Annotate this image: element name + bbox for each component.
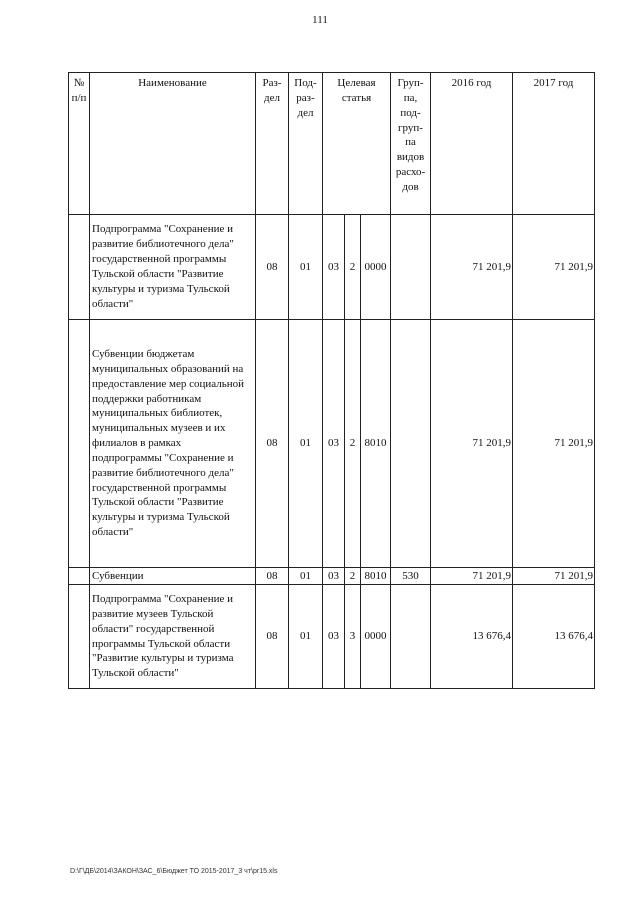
row-article-program: 03 (323, 585, 345, 689)
header-section: Раз-дел (256, 73, 289, 215)
row-no (69, 320, 90, 568)
row-group: 530 (391, 568, 431, 585)
row-2016: 71 201,9 (431, 568, 513, 585)
row-article-subprogram: 2 (345, 215, 361, 320)
row-section: 08 (256, 215, 289, 320)
row-no (69, 585, 90, 689)
table-row (69, 215, 595, 320)
row-2017: 71 201,9 (513, 568, 595, 585)
row-group (391, 320, 431, 568)
file-path-footer: D:\Г\ДБ\2014\ЗАКОН\ЗАС_6\Бюджет ТО 2015-2017_3 чт\pr15.xls (70, 868, 278, 875)
row-2016: 71 201,9 (431, 215, 513, 320)
table-row (69, 585, 595, 689)
row-2017: 13 676,4 (513, 585, 595, 689)
row-article-direction: 0000 (361, 215, 391, 320)
row-name: Субвенции бюджетам муниципальных образований на предоставление мер социальной поддержки работникам муниципальных библиотек, муниципальных музеев и их филиалов в рамках подпрограммы "Сохранение и развитие библиотечного дела" государственной программы Тульской области "Развитие культуры и туризма Тульской области" (90, 320, 256, 568)
row-article-subprogram: 3 (345, 585, 361, 689)
row-no (69, 568, 90, 585)
header-group: Груп-па, под-груп-па видов расхо-дов (391, 73, 431, 215)
row-subsection: 01 (289, 320, 323, 568)
header-2016: 2016 год (431, 73, 513, 215)
row-subsection: 01 (289, 568, 323, 585)
row-subsection: 01 (289, 215, 323, 320)
row-article-subprogram: 2 (345, 320, 361, 568)
header-target-article: Целевая статья (323, 73, 391, 215)
row-article-program: 03 (323, 568, 345, 585)
table-header-row (69, 73, 595, 215)
page-number: 111 (312, 14, 328, 26)
row-no (69, 215, 90, 320)
header-name: Наименование (90, 73, 256, 215)
row-name: Субвенции (90, 568, 256, 585)
header-no: № п/п (69, 73, 90, 215)
row-2017: 71 201,9 (513, 320, 595, 568)
row-2016: 71 201,9 (431, 320, 513, 568)
row-section: 08 (256, 585, 289, 689)
table-row (69, 568, 595, 585)
row-2016: 13 676,4 (431, 585, 513, 689)
header-subsection: Под-раз-дел (289, 73, 323, 215)
row-group (391, 585, 431, 689)
row-name: Подпрограмма "Сохранение и развитие библиотечного дела" государственной программы Тульской области "Развитие культуры и туризма Тульской области" (90, 215, 256, 320)
row-article-program: 03 (323, 320, 345, 568)
table-row (69, 320, 595, 568)
row-article-direction: 0000 (361, 585, 391, 689)
row-name: Подпрограмма "Сохранение и развитие музеев Тульской области" государственной программы Тульской области "Развитие культуры и туризма Тульской области" (90, 585, 256, 689)
row-article-program: 03 (323, 215, 345, 320)
row-article-direction: 8010 (361, 320, 391, 568)
row-article-subprogram: 2 (345, 568, 361, 585)
row-group (391, 215, 431, 320)
row-section: 08 (256, 568, 289, 585)
row-article-direction: 8010 (361, 568, 391, 585)
row-2017: 71 201,9 (513, 215, 595, 320)
row-section: 08 (256, 320, 289, 568)
row-subsection: 01 (289, 585, 323, 689)
budget-table (68, 72, 595, 689)
header-2017: 2017 год (513, 73, 595, 215)
